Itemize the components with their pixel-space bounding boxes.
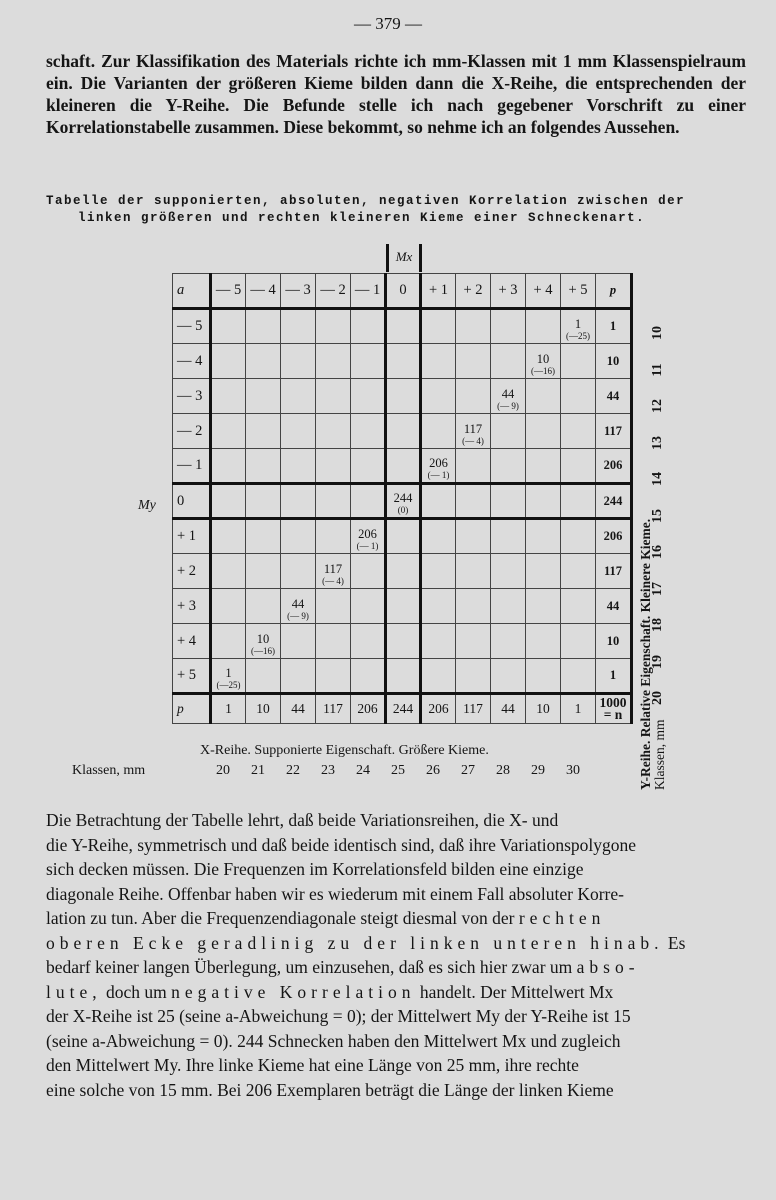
table-cell (561, 589, 596, 624)
table-cell (316, 449, 351, 484)
row-p-total: 206 (596, 449, 632, 484)
cell-deviation: (— 1) (356, 541, 379, 551)
table-cell (316, 519, 351, 554)
table-row (173, 309, 632, 344)
para-line-6-text: Es (667, 932, 686, 953)
table-cell (246, 379, 281, 414)
table-cell (421, 414, 456, 449)
grand-total-n: 1000 (599, 695, 627, 710)
table-cell (246, 309, 281, 344)
table-cell (421, 659, 456, 694)
row-label: — 3 (173, 379, 211, 414)
table-row (173, 484, 632, 519)
table-cell (456, 589, 491, 624)
header-x-2: — 3 (281, 274, 316, 309)
row-label: — 5 (173, 309, 211, 344)
cell-frequency: 206 (429, 456, 448, 470)
cell-frequency: 10 (536, 352, 550, 366)
table-row (173, 589, 632, 624)
table-cell (491, 309, 526, 344)
table-cell (246, 589, 281, 624)
row-p-total: 117 (596, 414, 632, 449)
table-cell (386, 659, 421, 694)
row-p-total: 206 (596, 519, 632, 554)
table-cell (386, 589, 421, 624)
grand-total-eq: = n (603, 707, 623, 722)
cell-frequency: 1 (225, 666, 232, 680)
x-class-value: 20 (216, 763, 230, 778)
cell-deviation: (—16) (251, 646, 275, 656)
y-class-value: 16 (650, 545, 665, 559)
table-cell (281, 379, 316, 414)
row-label: — 1 (173, 449, 211, 484)
table-cell (351, 344, 386, 379)
table-cell (491, 659, 526, 694)
table-cell (211, 344, 246, 379)
cell-deviation: (— 4) (322, 576, 344, 586)
table-cell (421, 309, 456, 344)
table-cell (316, 344, 351, 379)
table-cell (211, 519, 246, 554)
caption-line-1: Tabelle der supponierten, absoluten, negativen Korrelation zwischen der (46, 194, 686, 208)
para-line-5 (46, 906, 738, 931)
correlation-table (172, 273, 633, 724)
column-p-total: 10 (526, 694, 561, 724)
table-cell (561, 624, 596, 659)
table-cell (386, 414, 421, 449)
table-cell (351, 659, 386, 694)
para-line-7-spaced: abso- (576, 957, 640, 977)
table-cell (316, 309, 351, 344)
table-cell (561, 449, 596, 484)
y-class-value: 12 (650, 399, 665, 413)
table-row (173, 344, 632, 379)
table-cell (491, 519, 526, 554)
para-line-7 (46, 955, 738, 980)
table-cell (351, 484, 386, 519)
table-row (173, 414, 632, 449)
table-cell (351, 414, 386, 449)
table-cell (281, 344, 316, 379)
header-x-10: + 5 (561, 274, 596, 309)
bottom-paragraph (46, 808, 738, 1102)
table-cell (491, 589, 526, 624)
table-cell (211, 659, 246, 694)
x-class-value: 27 (461, 763, 475, 778)
table-row (173, 554, 632, 589)
cell-frequency: 1 (574, 317, 582, 331)
table-cell (211, 309, 246, 344)
table-cell (526, 554, 561, 589)
table-cell (281, 519, 316, 554)
row-p-total: 244 (596, 484, 632, 519)
table-cell (386, 309, 421, 344)
column-p-total: 44 (491, 694, 526, 724)
table-cell (211, 449, 246, 484)
row-label: + 4 (173, 624, 211, 659)
table-cell (421, 344, 456, 379)
cell-deviation: (—25) (216, 680, 241, 690)
x-reihe-label: X-Reihe. Supponierte Eigenschaft. Größere Kieme. (200, 743, 489, 758)
table-cell (281, 449, 316, 484)
table-cell (491, 624, 526, 659)
table-cell (456, 309, 491, 344)
cell-deviation: (— 1) (427, 470, 450, 480)
table-cell (456, 344, 491, 379)
cell-frequency: 44 (291, 597, 305, 611)
table-cell (386, 379, 421, 414)
para-line-5-spaced: rechten (518, 908, 606, 928)
x-class-value: 26 (426, 763, 440, 778)
table-cell (316, 554, 351, 589)
row-label: + 5 (173, 659, 211, 694)
y-class-value: 20 (650, 691, 665, 705)
grand-total (596, 694, 632, 724)
column-p-total: 117 (456, 694, 491, 724)
table-cell (351, 624, 386, 659)
cell-deviation: (— 9) (287, 611, 309, 621)
table-cell (526, 379, 561, 414)
y-class-value: 18 (650, 618, 665, 632)
table-cell (526, 449, 561, 484)
table-row (173, 449, 632, 484)
row-p-total: 1 (596, 659, 632, 694)
table-footer-row (173, 694, 632, 724)
table-cell (421, 484, 456, 519)
x-class-value: 29 (531, 763, 545, 778)
column-p-total: 117 (316, 694, 351, 724)
table-cell (561, 344, 596, 379)
table-cell (316, 379, 351, 414)
x-class-value: 30 (566, 763, 580, 778)
cell-deviation: (—25) (566, 331, 590, 341)
para-line-11: den Mittelwert My. Ihre linke Kieme hat eine Länge von 25 mm, ihre rechte (46, 1055, 579, 1075)
para-line-1: Die Betrachtung der Tabelle lehrt, daß beide Variationsreihen, die X- und (46, 810, 559, 830)
table-cell (491, 449, 526, 484)
table-cell (491, 379, 526, 414)
table-cell (386, 624, 421, 659)
table-cell (246, 659, 281, 694)
table-cell (281, 414, 316, 449)
header-a-label: a (173, 274, 211, 309)
header-x-0: — 5 (211, 274, 246, 309)
table-cell (281, 309, 316, 344)
table-cell (386, 519, 421, 554)
table-caption (46, 193, 746, 227)
table-cell (526, 309, 561, 344)
row-p-total: 117 (596, 554, 632, 589)
table-cell (281, 659, 316, 694)
header-x-3: — 2 (316, 274, 351, 309)
table-cell (351, 309, 386, 344)
para-line-10: (seine a-Abweichung = 0). 244 Schnecken haben den Mittelwert Mx und zugleich (46, 1030, 621, 1051)
y-class-value: 19 (650, 654, 665, 669)
para-line-8-text-d: handelt. Der Mittelwert Mx (419, 981, 614, 1002)
y-class-value: 11 (650, 362, 665, 377)
footer-p-label: p (173, 694, 211, 724)
cell-frequency: 117 (463, 422, 483, 436)
table-cell (456, 624, 491, 659)
x-class-value: 23 (321, 763, 335, 778)
table-cell (561, 659, 596, 694)
column-p-total: 1 (211, 694, 246, 724)
table-cell (211, 589, 246, 624)
para-line-3: sich decken müssen. Die Frequenzen im Korrelationsfeld bilden eine einzige (46, 859, 584, 879)
table-cell (281, 484, 316, 519)
y-class-value: 14 (650, 472, 665, 486)
para-line-8-spaced-a: lute, (46, 981, 102, 1002)
table-cell (421, 379, 456, 414)
row-label: — 2 (173, 414, 211, 449)
table-cell (386, 449, 421, 484)
table-cell (421, 449, 456, 484)
table-cell (526, 344, 561, 379)
table-cell (281, 554, 316, 589)
cell-frequency: 10 (256, 632, 270, 646)
table-cell (351, 589, 386, 624)
para-line-8 (46, 980, 738, 1005)
table-cell (491, 414, 526, 449)
para-line-9: der X-Reihe ist 25 (seine a-Abweichung = 0); der Mittelwert My der Y-Reihe ist 15 (46, 1006, 631, 1026)
table-cell (316, 659, 351, 694)
row-p-total: 10 (596, 624, 632, 659)
y-class-value: 17 (650, 581, 665, 596)
table-cell (456, 659, 491, 694)
table-row (173, 659, 632, 694)
row-p-total: 44 (596, 589, 632, 624)
table-cell (491, 484, 526, 519)
table-cell (421, 554, 456, 589)
table-cell (316, 414, 351, 449)
table-cell (561, 554, 596, 589)
row-label: + 3 (173, 589, 211, 624)
row-label: — 4 (173, 344, 211, 379)
table-cell (211, 484, 246, 519)
table-row (173, 379, 632, 414)
header-x-5: 0 (386, 274, 421, 309)
table-cell (351, 379, 386, 414)
table-row (173, 519, 632, 554)
table-cell (246, 449, 281, 484)
x-class-value: 22 (286, 763, 300, 778)
row-label: 0 (173, 484, 211, 519)
table-cell (211, 624, 246, 659)
para-line-7-text: bedarf keiner langen Überlegung, um einzusehen, daß es sich hier zwar um (46, 957, 573, 977)
y-klassen-label: Klassen, mm (652, 719, 667, 790)
table-cell (526, 659, 561, 694)
para-line-8-text-b: doch um (106, 981, 167, 1002)
header-x-4: — 1 (351, 274, 386, 309)
column-p-total: 206 (351, 694, 386, 724)
row-p-total: 44 (596, 379, 632, 414)
table-cell (351, 519, 386, 554)
table-cell (456, 449, 491, 484)
x-class-value: 21 (251, 763, 265, 778)
column-p-total: 1 (561, 694, 596, 724)
table-cell (491, 554, 526, 589)
column-p-total: 244 (386, 694, 421, 724)
table-cell (421, 519, 456, 554)
table-cell (316, 484, 351, 519)
cell-deviation: (— 4) (462, 436, 484, 446)
table-cell (246, 624, 281, 659)
para-line-5-text: lation zu tun. Aber die Frequenzendiagonale steigt diesmal von der (46, 908, 515, 928)
header-x-7: + 2 (456, 274, 491, 309)
row-label: + 1 (173, 519, 211, 554)
header-x-6: + 1 (421, 274, 456, 309)
row-label: + 2 (173, 554, 211, 589)
table-cell (456, 519, 491, 554)
table-cell (386, 484, 421, 519)
table-cell (211, 414, 246, 449)
cell-frequency: 117 (323, 562, 343, 576)
table-cell (246, 484, 281, 519)
table-cell (561, 309, 596, 344)
table-cell (526, 624, 561, 659)
y-class-value: 13 (650, 435, 665, 450)
table-cell (281, 624, 316, 659)
table-cell (246, 414, 281, 449)
cell-frequency: 44 (501, 387, 515, 401)
row-p-total: 1 (596, 309, 632, 344)
table-cell (351, 449, 386, 484)
table-cell (526, 519, 561, 554)
table-cell (526, 589, 561, 624)
para-line-2: die Y-Reihe, symmetrisch und daß beide identisch sind, daß ihre Variationspolygone (46, 834, 637, 855)
page-number: — 379 — (354, 14, 422, 33)
cell-frequency: 206 (358, 527, 377, 541)
cell-frequency: 244 (393, 491, 413, 505)
table-cell (246, 519, 281, 554)
x-class-value: 25 (391, 763, 405, 778)
mx-label: Mx (386, 244, 422, 272)
table-cell (351, 554, 386, 589)
table-cell (386, 554, 421, 589)
top-paragraph: schaft. Zur Klassifikation des Materials richte ich mm-Klassen mit 1 mm Klassenspielraum ein. Die Varianten der größeren Kieme bilden dann die X-Reihe, die entsprechenden der kleineren die Y-Reihe. Die Befunde stelle ich nach gegebener Vorschrift zu einer Korrelationstabelle zusammen. Diese bekommt, so nehme ich an folgendes Aussehen. (46, 51, 746, 137)
table-cell (526, 414, 561, 449)
header-x-9: + 4 (526, 274, 561, 309)
table-cell (211, 379, 246, 414)
table-cell (561, 519, 596, 554)
y-class-value: 10 (650, 326, 665, 340)
table-cell (526, 484, 561, 519)
table-cell (456, 379, 491, 414)
header-x-8: + 3 (491, 274, 526, 309)
cell-deviation: (— 9) (497, 401, 519, 411)
x-class-value: 28 (496, 763, 510, 778)
header-x-1: — 4 (246, 274, 281, 309)
column-p-total: 44 (281, 694, 316, 724)
para-line-6 (46, 931, 738, 956)
table-cell (561, 414, 596, 449)
cell-deviation: (—16) (531, 366, 555, 376)
table-cell (421, 589, 456, 624)
table-cell (316, 624, 351, 659)
table-cell (246, 554, 281, 589)
klassen-label: Klassen, mm (72, 763, 146, 778)
para-line-8-spaced-c: negative Korrelation (171, 981, 416, 1002)
y-class-value: 15 (650, 508, 665, 523)
y-reihe-side-label: Y-Reihe. Relative Eigenschaft. Kleinere Kieme. (638, 518, 653, 790)
table-cell (456, 554, 491, 589)
table-cell (561, 484, 596, 519)
para-line-4: diagonale Reihe. Offenbar haben wir es wiederum mit einem Fall absoluter Korre- (46, 883, 624, 904)
row-p-total: 10 (596, 344, 632, 379)
caption-line-2: linken größeren und rechten kleineren Kieme einer Schneckenart. (78, 211, 646, 225)
my-label: My (138, 498, 156, 513)
table-cell (281, 589, 316, 624)
table-header-row (173, 274, 632, 309)
table-cell (456, 414, 491, 449)
table-cell (421, 624, 456, 659)
para-line-6-spaced: oberen Ecke geradlinig zu der linken unteren hinab. (46, 932, 664, 953)
table-cell (456, 484, 491, 519)
table-cell (316, 589, 351, 624)
table-cell (491, 344, 526, 379)
x-class-value: 24 (356, 763, 370, 778)
table-cell (246, 344, 281, 379)
table-cell (386, 344, 421, 379)
table-row (173, 624, 632, 659)
column-p-total: 10 (246, 694, 281, 724)
para-line-12: eine solche von 15 mm. Bei 206 Exemplaren beträgt die Länge der linken Kieme (46, 1079, 614, 1100)
header-p-label: p (596, 274, 632, 309)
cell-deviation: (0) (397, 505, 409, 515)
column-p-total: 206 (421, 694, 456, 724)
table-cell (211, 554, 246, 589)
table-cell (561, 379, 596, 414)
